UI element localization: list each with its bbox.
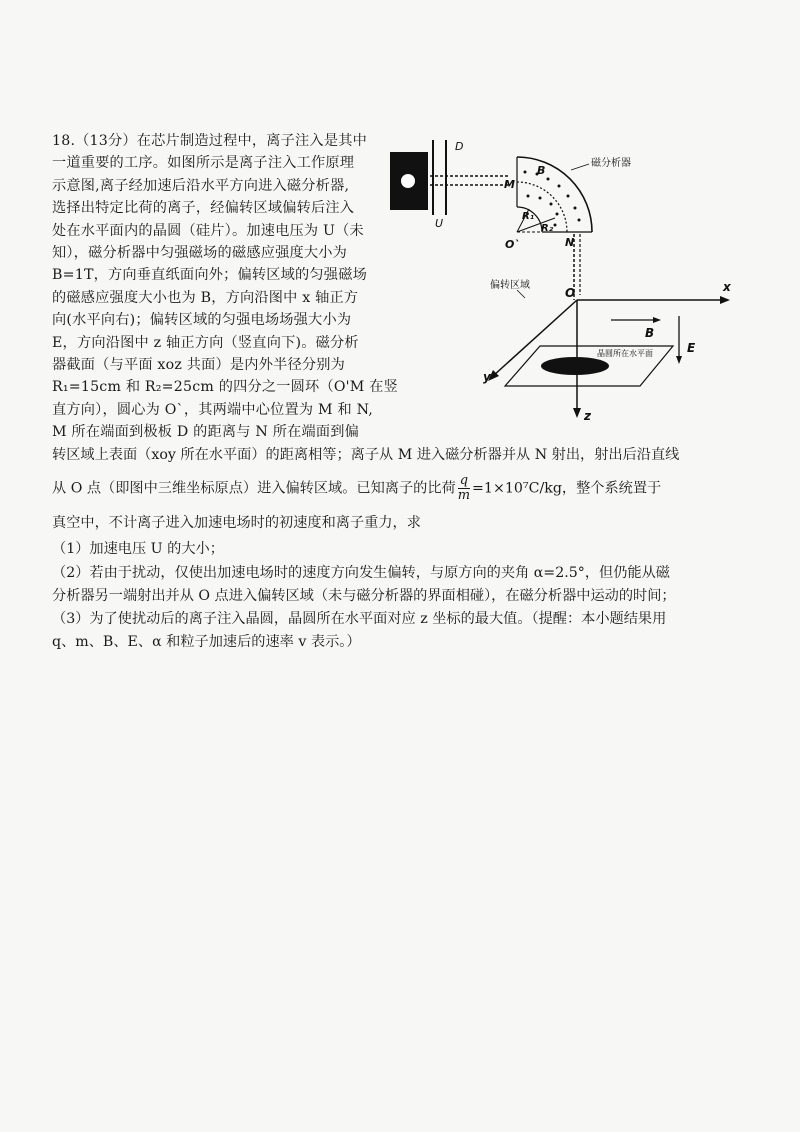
label-y: y xyxy=(483,370,491,384)
z-axis-arrow xyxy=(573,408,581,418)
intro-line: 知），磁分析器中匀强磁场的磁感应强度大小为 xyxy=(52,245,348,262)
question-2-line-b: 分析器另一端射出并从 O 点进入偏转区域（未与磁分析器的界面相碰），在磁分析器中运动的时间； xyxy=(52,588,676,604)
intro-line: 向(水平向右)；偏转区域的匀强电场场强大小为 xyxy=(52,312,352,329)
problem-line-17: 真空中，不计离子进入加速电场时的初速度和离子重力，求 xyxy=(52,515,421,531)
question-3-line-b: q、m、B、E、α 和粒子加速后的速率 v 表示。） xyxy=(52,634,361,650)
question-2-line-a: （2）若由于扰动，仅使出加速电场时的速度方向发生偏转，与原方向的夹角 α=2.5°，但仍能从磁 xyxy=(52,565,670,581)
ratio-numerator: q xyxy=(459,473,469,488)
label-N: N xyxy=(565,236,575,249)
intro-line: 器截面（与平面 xoz 共面）是内外半径分别为 xyxy=(52,357,346,374)
line-16-after: =1×10⁷C/kg，整个系统置于 xyxy=(472,480,662,497)
intro-line: 18.（13分）在芯片制造过程中，离子注入是其中 xyxy=(52,133,367,149)
wafer-disc xyxy=(541,357,609,375)
ratio-denominator: m xyxy=(457,488,471,503)
intro-line: 处在水平面内的晶圆（硅片）。加速电压为 U（未 xyxy=(52,222,364,239)
label-E: E xyxy=(687,341,696,355)
label-analyzer: 磁分析器 xyxy=(591,158,631,169)
intro-line: M 所在端面到极板 D 的距离与 N 所在端面到偏 xyxy=(52,424,360,441)
intro-line: 选择出特定比荷的离子，经偏转区域偏转后注入 xyxy=(52,200,355,217)
charge-mass-ratio xyxy=(458,474,470,503)
question-3-line-a: （3）为了使扰动后的离子注入晶圆，晶圆所在水平面对应 z 坐标的最大值。（提醒：本小题结果用 xyxy=(52,611,667,627)
line-16-before: 从 O 点（即图中三维坐标原点）进入偏转区域。已知离子的比荷 xyxy=(52,480,456,497)
ion-source-hole xyxy=(401,174,415,188)
label-region: 偏转区域 xyxy=(490,280,530,291)
label-B: B xyxy=(645,326,655,340)
E-arrowhead xyxy=(676,356,682,364)
ion-implantation-diagram xyxy=(385,130,765,435)
intro-line: R₁=15cm 和 R₂=25cm 的四分之一圆环（O'M 在竖 xyxy=(52,379,398,396)
analyzer-leader xyxy=(571,164,589,170)
label-x: x xyxy=(723,280,731,294)
label-z: z xyxy=(584,409,591,423)
intro-line: 一道重要的工序。如图所示是离子注入工作原理 xyxy=(52,155,355,172)
problem-line-15: 转区域上表面（xoy 所在水平面）的距离相等；离子从 M 进入磁分析器并从 N 射出，射出后沿直线 xyxy=(52,447,680,463)
label-D: D xyxy=(455,140,464,153)
label-U: U xyxy=(435,217,444,230)
problem-intro xyxy=(52,130,398,444)
region-leader xyxy=(517,290,525,298)
label-M: M xyxy=(504,178,515,191)
intro-line: 直方向），圆心为 O`，其两端中心位置为 M 和 N, xyxy=(52,401,373,418)
intro-line: B=1T，方向垂直纸面向外；偏转区域的匀强磁场 xyxy=(52,267,367,284)
intro-line: 的磁感应强度大小也为 B，方向沿图中 x 轴正方 xyxy=(52,289,359,306)
intro-line: 示意图,离子经加速后沿水平方向进入磁分析器, xyxy=(52,177,350,194)
label-O: O xyxy=(565,286,576,300)
label-wafer: 晶圆所在水平面 xyxy=(597,349,653,358)
label-R2: R₂ xyxy=(541,223,554,234)
intro-line: E，方向沿图中 z 轴正方向（竖直向下)。磁分析 xyxy=(52,334,359,351)
B-arrowhead xyxy=(653,317,661,323)
question-1: （1）加速电压 U 的大小； xyxy=(52,541,224,557)
label-R1: R₁ xyxy=(522,211,535,222)
x-axis-arrow xyxy=(720,296,730,304)
problem-line-16 xyxy=(52,474,752,503)
label-Oprime: O` xyxy=(505,238,520,251)
label-B-top: B xyxy=(537,164,546,177)
